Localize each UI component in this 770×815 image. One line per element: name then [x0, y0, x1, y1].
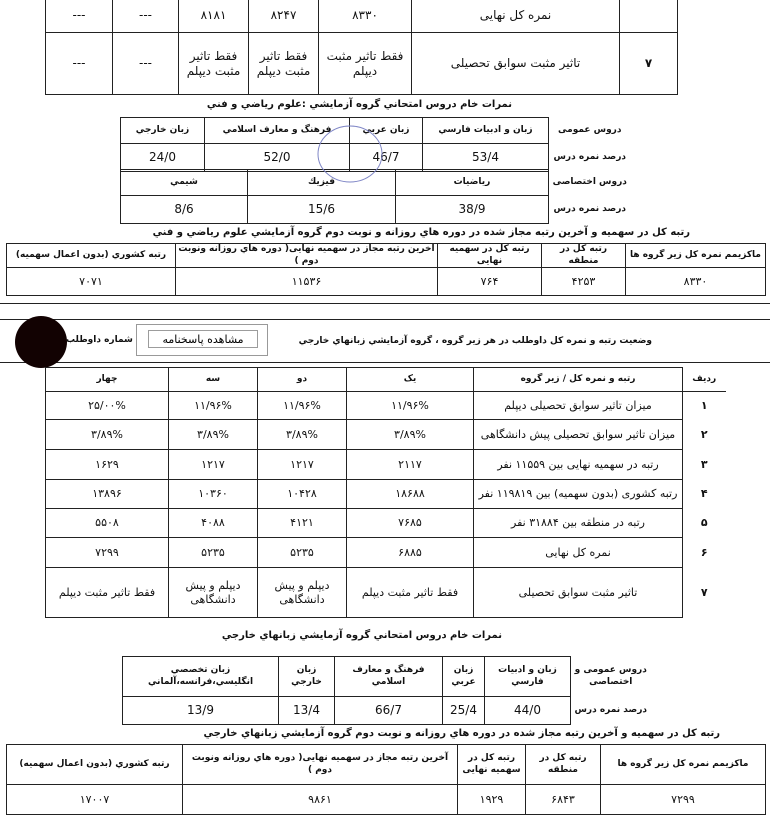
cell: ۱۱/۹۶%: [258, 392, 347, 420]
cell: ۵۵۰۸: [46, 509, 169, 538]
table-row: [46, 509, 726, 538]
col-header: سه: [169, 368, 258, 392]
view-answer-sheet-button[interactable]: مشاهده پاسخنامه: [148, 330, 258, 348]
cell: ۷۲۹۹: [601, 785, 766, 815]
candidate-number-label: شماره داوطلب: [66, 335, 133, 345]
row-label: نمره کل نهایی: [474, 538, 683, 568]
col-header: فيزيك: [248, 170, 396, 196]
raw-scores-title-math: نمرات خام دروس امتحاني گروه آزمايشي :علوم رياضي و فني: [206, 99, 512, 110]
table-row: [46, 480, 726, 509]
cell: دیپلم و پیش دانشگاهی: [169, 568, 258, 618]
cell: فقط تاثیر مثبت دیپلم: [319, 33, 412, 95]
cell: 46/7: [350, 144, 423, 172]
cell: ۱۷۰۰۷: [7, 785, 183, 815]
row-number: ۷: [700, 585, 708, 599]
stamp-circle: [316, 124, 384, 184]
cell: فقط تاثیر مثبت دیپلم: [249, 33, 319, 95]
cell: ۳/۸۹%: [258, 420, 347, 450]
cell: ۸۲۴۷: [249, 0, 319, 33]
cell: 38/9: [396, 196, 549, 224]
cell: ۸۳۳۰: [319, 0, 412, 33]
row-label: میزان تاثیر سوابق تحصیلی پیش دانشگاهی: [474, 420, 683, 450]
row-label: میزان تاثیر سوابق تحصیلی دیپلم: [474, 392, 683, 420]
lang-subgroup-table: [45, 367, 726, 618]
col-header: زبان خارجي: [279, 657, 335, 697]
col-header: زبان تخصصي انگليسي،فرانسه،آلماني: [123, 657, 279, 697]
lang-raw-table: [122, 656, 651, 725]
cell: 13/4: [279, 697, 335, 725]
col-header: زبان و ادبيات فارسي: [423, 118, 549, 144]
rank-table-lang: [6, 744, 766, 815]
col-header: رتبه و نمره کل / زیر گروه: [474, 368, 683, 392]
row-label: رتبه در سهمیه نهایی بین ۱۱۵۵۹ نفر: [474, 450, 683, 480]
cell: ۴۱۲۱: [258, 509, 347, 538]
cell: دیپلم و پیش دانشگاهی: [258, 568, 347, 618]
raw-label: دروس عمومی و اختصاصی: [574, 665, 647, 687]
row-label: رتبه کشوری (بدون سهمیه) بین ۱۱۹۸۱۹ نفر: [474, 480, 683, 509]
pct-label: درصد نمره درس: [553, 203, 626, 214]
cell: 66/7: [335, 697, 443, 725]
top-score-table: [45, 0, 678, 95]
cell: ۳/۸۹%: [347, 420, 474, 450]
lang-status-title: وضعیت رتبه و نمره کل داوطلب در هر زیر گروه ، گروه آزمايشي زبانهاي خارجي: [298, 336, 652, 346]
cell: ۷۰۷۱: [7, 268, 176, 296]
special-label: دروس اختصاصی: [552, 176, 627, 187]
cell: ۴۰۸۸: [169, 509, 258, 538]
pct-label: درصد نمره درس: [553, 151, 626, 162]
table-row: [46, 420, 726, 450]
cell: ---: [113, 33, 179, 95]
row-label: نمره کل نهایی: [412, 0, 620, 33]
general-label: دروس عمومی: [558, 124, 622, 135]
cell: فقط تاثیر مثبت دیپلم: [46, 568, 169, 618]
row-number: ۶: [700, 545, 708, 559]
row-label: تاثیر مثبت سوابق تحصیلی: [474, 568, 683, 618]
row-number: ۵: [700, 516, 708, 530]
col-header: دو: [258, 368, 347, 392]
row-label: تاثیر مثبت سوابق تحصیلی: [412, 33, 620, 95]
cell: ۶۸۸۵: [347, 538, 474, 568]
rank-table-math: [6, 243, 766, 296]
col-header: فرهنگ و معارف اسلامي: [335, 657, 443, 697]
cell: ۹۸۶۱: [183, 785, 458, 815]
col-header: رتبه کل در منطقه: [526, 745, 601, 785]
cell: ۵۲۳۵: [169, 538, 258, 568]
row-number: ۳: [700, 457, 708, 471]
cell: فقط تاثیر مثبت دیپلم: [347, 568, 474, 618]
cell: 53/4: [423, 144, 549, 172]
divider: [0, 319, 770, 320]
cell: فقط تاثیر مثبت دیپلم: [179, 33, 249, 95]
table-row: [46, 538, 726, 568]
cell: ---: [46, 33, 113, 95]
col-header: زبان عربي: [350, 118, 423, 144]
col-header: رتبه کل در سهمیه نهایی: [438, 244, 542, 268]
cell: ۳/۸۹%: [46, 420, 169, 450]
cell: ۱۰۳۶۰: [169, 480, 258, 509]
table-row: [46, 392, 726, 420]
col-header: آخرین رتبه مجاز در سهمیه نهایی( دوره هاي روزانه ونوبت دوم ): [183, 745, 458, 785]
cell: ۱۸۶۸۸: [347, 480, 474, 509]
col-header: زبان خارجي: [121, 118, 205, 144]
cell: ۱۳۸۹۶: [46, 480, 169, 509]
cell: ۱۱/۹۶%: [347, 392, 474, 420]
cell: ۸۳۳۰: [626, 268, 766, 296]
row-number: ۱: [700, 398, 708, 412]
cell: ۱۹۲۹: [458, 785, 526, 815]
table-row: [46, 450, 726, 480]
row-number: [620, 0, 678, 33]
cell: 15/6: [248, 196, 396, 224]
cell: ۵۲۳۵: [258, 538, 347, 568]
row-number: ۴: [700, 487, 708, 501]
cell: ۶۸۴۳: [526, 785, 601, 815]
cell: ۳/۸۹%: [169, 420, 258, 450]
cell: ۱۲۱۷: [169, 450, 258, 480]
row-number: ۷: [620, 33, 678, 95]
row-label: رتبه در منطقه بین ۳۱۸۸۴ نفر: [474, 509, 683, 538]
cell: ۱۰۴۲۸: [258, 480, 347, 509]
col-header: شيمي: [121, 170, 248, 196]
col-header: رديف: [683, 368, 726, 392]
cell: ۱۱/۹۶%: [169, 392, 258, 420]
cell: 8/6: [121, 196, 248, 224]
row-number: ۲: [700, 427, 708, 441]
pct-label: درصد نمره درس: [574, 704, 647, 715]
cell: ۱۶۲۹: [46, 450, 169, 480]
cell: 25/4: [443, 697, 485, 725]
rank-title-math: رتبه کل در سهمیه و آخرین رتبه مجاز شده در دوره هاي روزانه و نوبت دوم گروه آزمايشي علوم رياضي و فني: [152, 227, 690, 238]
cell: ---: [113, 0, 179, 33]
cell: ۲۵/۰۰%: [46, 392, 169, 420]
cell: ۱۱۵۳۶: [176, 268, 438, 296]
cell: ۷۶۴: [438, 268, 542, 296]
cell: ۷۲۹۹: [46, 538, 169, 568]
col-header: رياضيات: [396, 170, 549, 196]
avatar: [15, 316, 67, 368]
col-header: ماکزیمم نمره کل زیر گروه ها: [601, 745, 766, 785]
rank-title-lang: رتبه کل در سهمیه و آخرین رتبه مجاز شده در دوره هاي روزانه و نوبت دوم گروه آزمايشي زبانهاي خارجي: [203, 728, 720, 739]
col-header: رتبه کل در سهمیه نهایی: [458, 745, 526, 785]
cell: 13/9: [123, 697, 279, 725]
cell: ۴۲۵۳: [542, 268, 626, 296]
divider: [0, 303, 770, 304]
col-header: رتبه کشوري (بدون اعمال سهمیه): [7, 745, 183, 785]
col-header: زبان عربي: [443, 657, 485, 697]
col-header: زبان و ادبيات فارسي: [485, 657, 571, 697]
col-header: چهار: [46, 368, 169, 392]
cell: ۸۱۸۱: [179, 0, 249, 33]
cell: ۱۲۱۷: [258, 450, 347, 480]
cell: ---: [46, 0, 113, 33]
col-header: آخرین رتبه مجاز در سهمیه نهایی( دوره هاي روزانه ونوبت دوم ): [176, 244, 438, 268]
divider: [0, 362, 770, 363]
col-header: رتبه کل در منطقه: [542, 244, 626, 268]
cell: ۲۱۱۷: [347, 450, 474, 480]
col-header: یک: [347, 368, 474, 392]
col-header: ماکزیمم نمره کل زیر گروه ها: [626, 244, 766, 268]
raw-scores-title-lang: نمرات خام دروس امتحاني گروه آزمايشي زبانهاي خارجي: [221, 630, 502, 641]
cell: 52/0: [205, 144, 350, 172]
cell: ۷۶۸۵: [347, 509, 474, 538]
col-header: فرهنگ و معارف اسلامي: [205, 118, 350, 144]
table-row: [46, 568, 726, 618]
cell: 44/0: [485, 697, 571, 725]
cell: 24/0: [121, 144, 205, 172]
col-header: رتبه کشوري (بدون اعمال سهمیه): [7, 244, 176, 268]
